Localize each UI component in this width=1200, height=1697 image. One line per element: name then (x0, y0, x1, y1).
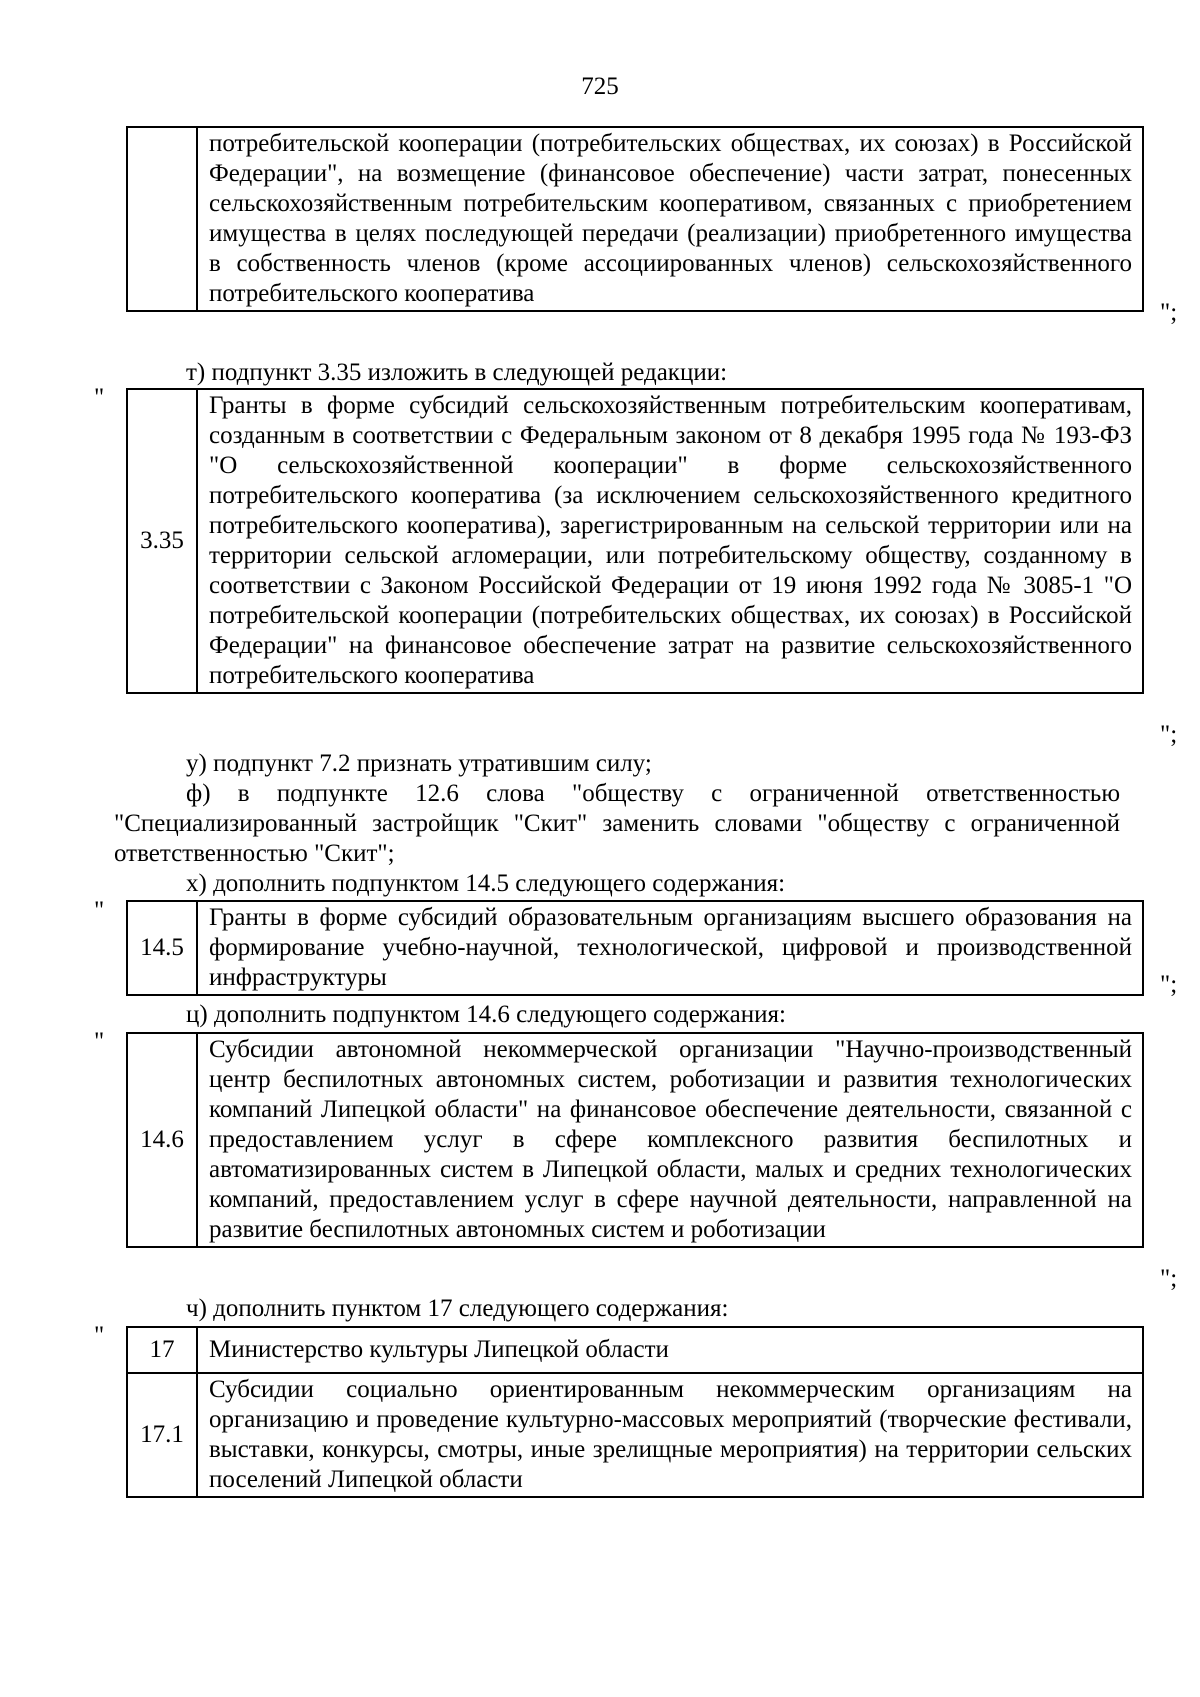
row-number-cell: 14.5 (127, 901, 197, 995)
table-17 (126, 1326, 1144, 1498)
row-text-cell: потребительской кооперации (потребительских обществах, их союзах) в Российской Федерации", на возмещение (финансовое обеспечение) части затрат, понесенных сельскохозяйственным потребительским кооперативом, связанных с приобретением имущества в целях последующей передачи (реализации) приобретенного имущества в собственность членов (кроме ассоциированных членов) сельскохозяйственного потребительского кооператива (197, 127, 1143, 311)
row-number-cell: 14.6 (127, 1033, 197, 1247)
paragraph-f: ф) в подпункте 12.6 слова "обществу с ограниченной ответственностью "Специализированный застройщик "Скит" заменить словами "обществу с ограниченной ответственностью "Скит"; (114, 780, 1120, 867)
page-number: 725 (581, 73, 619, 100)
row-text-cell: Гранты в форме субсидий образовательным организациям высшего образования на формирование учебно-научной, технологической, цифровой и производственной инфраструктуры (197, 901, 1143, 995)
row-number-cell: 17 (127, 1327, 197, 1373)
row-text-cell: Министерство культуры Липецкой области (197, 1327, 1143, 1373)
table-row (127, 1033, 1143, 1247)
table-3-35 (126, 388, 1144, 694)
row-number-cell (127, 127, 197, 311)
table-14-6 (126, 1032, 1144, 1248)
instruction-h: х) дополнить подпунктом 14.5 следующего содержания: (186, 870, 786, 897)
instruction-ch: ч) дополнить пунктом 17 следующего содержания: (186, 1295, 729, 1322)
closing-quote: "; (1160, 1265, 1178, 1292)
instruction-u: у) подпункт 7.2 признать утратившим силу; (186, 750, 652, 777)
row-number-cell: 17.1 (127, 1373, 197, 1497)
row-text-cell: Субсидии автономной некоммерческой организации "Научно-производственный центр беспилотных автономных систем, роботизации и развития технологических компаний Липецкой области" на финансовое обеспечение деятельности, связанной с предоставлением услуг в сфере комплексного развития беспилотных и автоматизированных систем в Липецкой области, малых и средних технологических компаний, предоставлением услуг в сфере научной деятельности, направленной на развитие беспилотных автономных систем и роботизации (197, 1033, 1143, 1247)
opening-quote: " (94, 897, 105, 924)
table-row (127, 389, 1143, 693)
table-row (127, 127, 1143, 311)
table-row (127, 901, 1143, 995)
closing-quote: "; (1160, 721, 1178, 748)
row-number-cell: 3.35 (127, 389, 197, 693)
row-text-cell: Гранты в форме субсидий сельскохозяйственным потребительским кооперативам, созданным в соответствии с Федеральным законом от 8 декабря 1995 года № 193-ФЗ "О сельскохозяйственной кооперации" в форме сельскохозяйственного потребительского кооператива (за исключением сельскохозяйственного кредитного потребительского кооператива), зарегистрированным на сельской территории или на территории сельской агломерации, или потребительскому обществу, созданному в соответствии с Законом Российской Федерации от 19 июня 1992 года № 3085-1 "О потребительской кооперации (потребительских обществах, их союзах) в Российской Федерации" на финансовое обеспечение затрат на развитие сельскохозяйственного потребительского кооператива (197, 389, 1143, 693)
instruction-ts: ц) дополнить подпунктом 14.6 следующего содержания: (186, 1001, 786, 1028)
closing-quote: "; (1160, 971, 1178, 998)
instruction-t: т) подпункт 3.35 изложить в следующей редакции: (186, 359, 728, 386)
row-text-cell: Субсидии социально ориентированным некоммерческим организациям на организацию и проведение культурно-массовых мероприятий (творческие фестивали, выставки, конкурсы, смотры, иные зрелищные мероприятия) на территории сельских поселений Липецкой области (197, 1373, 1143, 1497)
table-row (127, 1327, 1143, 1373)
opening-quote: " (94, 384, 105, 411)
opening-quote: " (94, 1028, 105, 1055)
opening-quote: " (94, 1322, 105, 1349)
table-continuation (126, 126, 1144, 312)
table-row (127, 1373, 1143, 1497)
closing-quote: "; (1160, 299, 1178, 326)
table-14-5 (126, 900, 1144, 996)
